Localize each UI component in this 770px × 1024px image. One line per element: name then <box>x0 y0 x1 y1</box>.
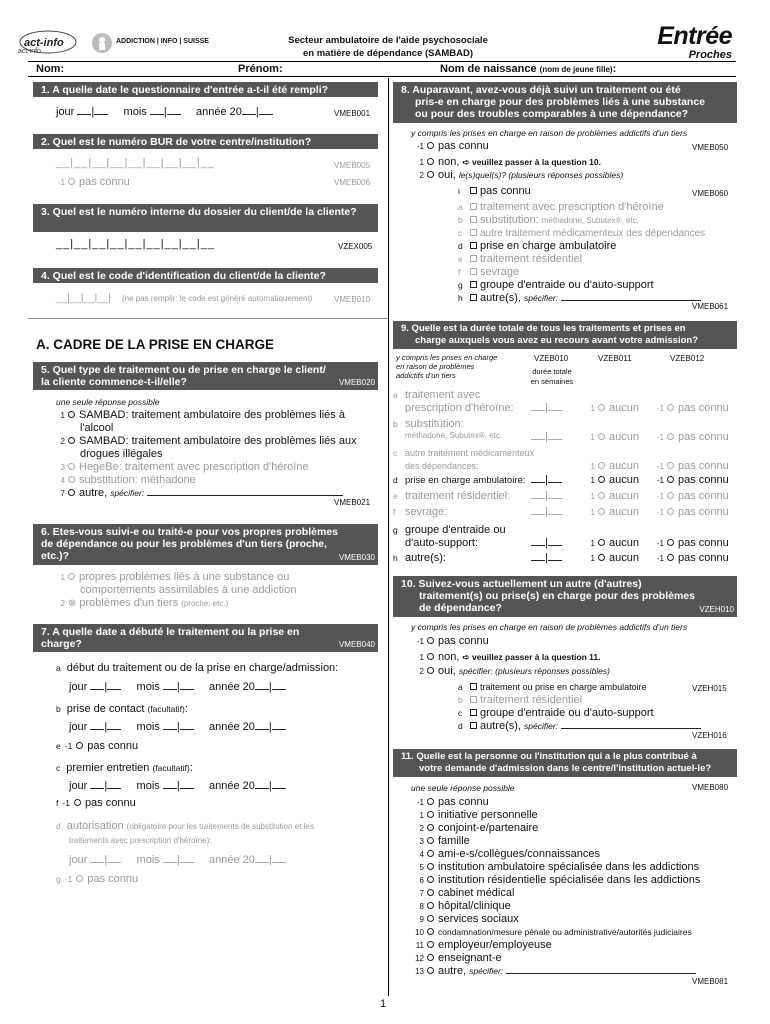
logo-org: ADDICTION | INFO | SUISSE <box>116 38 209 45</box>
name-bar <box>28 61 736 77</box>
q9-f-weeks[interactable]: | <box>531 506 562 519</box>
q9-row-b: b substitution: méthadone, Subutex®, etc. | 1 aucun -1 pas connu <box>393 418 729 443</box>
q9-row-g: g groupe d'entraide ou d'auto-support: | 1 aucun -1 pas connu <box>393 524 729 549</box>
q10-code3: VZEH016 <box>692 731 727 740</box>
q9-row-f: f sevrage: | 1 aucun -1 pas connu <box>393 506 729 518</box>
q5-option-1[interactable]: 1 SAMBAD: traitement ambulatoire des problèmes liés à <box>60 409 345 421</box>
q1-code: VMEB001 <box>334 109 371 118</box>
q10-hint: y compris les prises en charge en raison de problèmes addictifs d'un tiers <box>411 622 688 632</box>
q9-e-aucun[interactable]: 1 aucun <box>590 490 639 502</box>
q6-options <box>52 571 382 610</box>
q11-option[interactable]: 10 condamnation/mesure pénale ou administrative/autorités judiciaires <box>415 927 692 937</box>
q8-oui[interactable]: 2 oui, le(s)quel(s)? (plusieurs réponses possibles) <box>419 169 624 181</box>
q2-bur-field[interactable]: __|__|__|__|__|__|__|__|__ <box>56 157 215 169</box>
q8-item-h[interactable]: h autre(s), spécifier: <box>458 292 738 305</box>
prenom-label: Prénom: <box>238 63 283 75</box>
q9-e-weeks[interactable]: | <box>531 490 562 503</box>
q11-code2: VMEB081 <box>692 977 729 986</box>
q7-g[interactable]: g -1 pas connu <box>56 873 139 885</box>
q10-header: 10. Suivez-vous actuellement un autre (d'autres) traitement(s) ou prise(s) en charge pour des problèmes de dépendance? VZEH010 <box>393 576 737 617</box>
q11-code: VMEB080 <box>692 783 729 792</box>
q4-header: 4. Quel est le code d'identification du client/de la cliente? <box>33 268 378 283</box>
q1-date[interactable]: jour | mois | année 20 | <box>56 106 273 119</box>
q8-non[interactable]: 1 non, ➪ veuillez passer à la question 10. <box>419 156 601 168</box>
q9-f-pas-connu[interactable]: -1 pas connu <box>656 506 729 518</box>
q9-f-aucun[interactable]: 1 aucun <box>590 506 639 518</box>
q10-pas-connu[interactable]: -1 pas connu <box>416 635 489 647</box>
q2-code: VMEB005 <box>334 161 371 170</box>
logo-text: act-info <box>18 48 41 55</box>
q9-row-a: a traitement avec prescription d'héroïne: | 1 aucun -1 pas connu <box>393 389 729 414</box>
q7-header: 7. A quelle date a débuté le traitement ou la prise en charge? VMEB040 <box>33 624 378 652</box>
q9-a-weeks[interactable]: | <box>531 402 562 415</box>
q9-row-c: c autre traitement médicamenteux des dépendances: 1 aucun -1 pas connu <box>393 448 729 472</box>
q3-code: VZEX005 <box>338 242 373 251</box>
q8-code2: VMEB060 <box>692 189 729 198</box>
q7-f[interactable]: f -1 pas connu <box>56 797 136 809</box>
q9-d-aucun[interactable]: 1 aucun <box>590 474 639 486</box>
column-divider <box>388 78 389 996</box>
q3-header: 3. Quel est le numéro interne du dossier du client/de la cliente? <box>33 204 378 232</box>
q9-row-e: e traitement résidentiel: | 1 aucun -1 pas connu <box>393 490 729 502</box>
q9-row-h: h autre(s): | 1 aucun -1 pas connu <box>393 552 729 564</box>
q11-option[interactable]: 1 initiative personnelle <box>419 809 538 821</box>
q8-header: 8. Auparavant, avez-vous déjà suivi un traitement ou été pris-e en charge pour des problèmes liés à une substance ou pour des troubles comparables à une dépendance? <box>393 82 737 123</box>
q5-option-7[interactable]: 7 autre, spécifier: <box>52 487 382 500</box>
q4-field: __|__|__|__| (ne pas remplir: le code est généré automatiquement) <box>56 293 313 304</box>
q9-header: 9. Quelle est la durée totale de tous les traitements et prises en charge auxquels vous avez eu recours avant votre admission? <box>393 321 737 349</box>
q8-code3: VMEB061 <box>692 302 729 311</box>
q9-col1: VZEB010 <box>534 354 569 363</box>
q6-option-2[interactable]: 2 ⊗ problèmes d'un tiers (proche, etc.) <box>60 597 229 609</box>
q5-option-3[interactable]: 3 HegeBe: traitement avec prescription d'héroïne <box>60 461 309 473</box>
q7-e[interactable]: e -1 pas connu <box>56 740 139 752</box>
q11-hint: une seule réponse possible <box>411 783 515 793</box>
naissance-label: Nom de naissance (nom de jeune fille): <box>440 63 617 75</box>
form-title: Secteur ambulatoire de l'aide psychosociale en matière de dépendance (SAMBAD) <box>288 35 488 59</box>
section-a-title: A. CADRE DE LA PRISE EN CHARGE <box>36 337 275 352</box>
q9-c-aucun[interactable]: 1 aucun <box>590 460 639 472</box>
q5-code2: VMEB021 <box>334 498 371 507</box>
q11-option[interactable]: -1 pas connu <box>416 796 489 808</box>
q7-c-date[interactable]: jour | mois | année 20 | <box>69 780 286 793</box>
q9-a-pas-connu[interactable]: -1 pas connu <box>656 402 729 414</box>
q6-option-1[interactable]: 1 propres problèmes liés à une substance ou <box>60 571 290 583</box>
q10-item-c[interactable]: c groupe d'entraide ou d'auto-support <box>458 707 654 719</box>
q9-row-d: d prise en charge ambulatoire: | 1 aucun -1 pas connu <box>393 474 729 486</box>
q8-code: VMEB050 <box>692 143 729 152</box>
page-number: 1 <box>380 998 387 1010</box>
q9-d-weeks[interactable]: | <box>531 474 562 487</box>
svg-text:act-info: act-info <box>24 37 64 49</box>
q9-a-aucun[interactable]: 1 aucun <box>590 402 639 414</box>
q7-b-date[interactable]: jour | mois | année 20 | <box>69 721 286 734</box>
q5-option-2-cont: drogues illégales <box>80 448 163 460</box>
q7-d: d autorisation (obligatoire pour les traitements de substitution et les <box>56 820 314 832</box>
q5-options <box>52 409 382 500</box>
q10-non[interactable]: 1 non, ➪ veuillez passer à la question 11. <box>419 651 601 663</box>
q9-b-aucun[interactable]: 1 aucun <box>590 431 639 443</box>
q5-option-1-cont: l'alcool <box>80 422 114 434</box>
q11-option[interactable]: 9 services sociaux <box>419 913 519 925</box>
q9-g-pas-connu[interactable]: -1 pas connu <box>656 537 729 549</box>
q11-options <box>411 796 736 978</box>
q9-h-pas-connu[interactable]: -1 pas connu <box>656 552 729 564</box>
q11-option[interactable]: 4 ami-e-s/collègues/connaissances <box>419 848 601 860</box>
q6-option-1-cont: comportements assimilables à une addiction <box>80 584 297 596</box>
q7-b: b prise de contact (facultatif): <box>56 703 188 715</box>
q1-header: 1. A quelle date le questionnaire d'entrée a-t-il été rempli? <box>33 82 378 97</box>
q2-pas-connu[interactable]: -1 pas connu <box>57 176 130 188</box>
q5-option-4[interactable]: 4 substitution: méthadone <box>60 474 196 486</box>
q9-e-pas-connu[interactable]: -1 pas connu <box>656 490 729 502</box>
q8-hint: y compris les prises en charge en raison de problèmes addictifs d'un tiers <box>411 128 688 138</box>
q11-option[interactable]: 11 employeur/employeuse <box>415 939 552 951</box>
q10-oui[interactable]: 2 oui, spécifier: (plusieurs réponses possibles) <box>419 665 610 677</box>
q9-col3: VZEB012 <box>670 354 705 363</box>
q8-item-i[interactable]: i pas connu <box>458 185 531 197</box>
q2-header: 2. Quel est le numéro BUR de votre centre/institution? <box>33 134 378 149</box>
section-divider <box>28 318 388 319</box>
q9-c-pas-connu[interactable]: -1 pas connu <box>656 460 729 472</box>
q5-header: 5. Quel type de traitement ou de prise en charge le client/ la cliente commence-t-il/elle? VMEB020 <box>33 362 378 390</box>
q9-col2: VZEB011 <box>598 354 632 363</box>
q11-option[interactable]: 2 conjoint-e/partenaire <box>419 822 539 834</box>
q11-option[interactable]: 5 institution ambulatoire spécialisée dans les addictions <box>419 861 700 873</box>
q9-col1-sub: durée totale en semaines <box>530 367 574 386</box>
q8-item-a[interactable]: a traitement avec prescription d'héroïne <box>458 201 664 213</box>
q11-option[interactable]: 3 famille <box>419 835 470 847</box>
nom-label: Nom: <box>36 63 65 75</box>
q10-item-b[interactable]: b traitement résidentiel <box>458 694 583 706</box>
q6-header: 6. Etes-vous suivi-e ou traité-e pour vos propres problèmes de dépendance ou pour les problèmes d'un tiers (proche, etc.)? VMEB030 <box>33 524 378 565</box>
q8-items <box>458 185 738 305</box>
q9-g-weeks[interactable]: | <box>531 537 562 550</box>
q7-c: c premier entretien (facultatif): <box>56 762 193 774</box>
q11-option[interactable]: 6 institution résidentielle spécialisée dans les addictions <box>419 874 701 886</box>
q10-item-a[interactable]: a traitement ou prise en charge ambulatoire <box>458 682 647 692</box>
q8-item-e[interactable]: e traitement résidentiel <box>458 253 583 265</box>
q7-a: a début du traitement ou de la prise en charge/admission: <box>56 662 339 674</box>
q8-pas-connu[interactable]: -1 pas connu <box>416 140 489 152</box>
q5-option-2[interactable]: 2 SAMBAD: traitement ambulatoire des problèmes liés aux <box>60 435 357 447</box>
q9-g-aucun[interactable]: 1 aucun <box>590 537 639 549</box>
q10-item-d[interactable]: d autre(s), spécifier: <box>458 720 738 733</box>
q2-code2: VMEB006 <box>334 178 371 187</box>
q9-b-pas-connu[interactable]: -1 pas connu <box>656 431 729 443</box>
q10-code2: VZEH015 <box>692 684 727 693</box>
proches-subtitle: Proches <box>688 49 732 61</box>
q9-b-weeks[interactable]: | <box>531 431 562 444</box>
q5-hint: une seule réponse possible <box>56 397 160 407</box>
q9-h-aucun[interactable]: 1 aucun <box>590 552 639 564</box>
q11-option[interactable]: 8 hôpital/clinique <box>419 900 511 912</box>
q9-d-pas-connu[interactable]: -1 pas connu <box>656 474 729 486</box>
q8-item-d[interactable]: d prise en charge ambulatoire <box>458 240 617 252</box>
q8-item-c[interactable]: c autre traitement médicamenteux des dépendances <box>458 228 706 239</box>
q9-rows <box>393 389 738 568</box>
entree-title: Entrée <box>657 22 732 50</box>
q4-code: VMEB010 <box>334 295 371 304</box>
q8-item-f[interactable]: f sevrage <box>458 266 520 278</box>
q3-dossier-field[interactable]: __|__|__|__|__|__|__|__|__ <box>56 238 215 250</box>
q7-a-date[interactable]: jour | mois | année 20 | <box>69 681 286 694</box>
q7-d-date[interactable]: jour | mois | année 20 | <box>69 854 286 867</box>
q11-option[interactable]: 12 enseignant-e <box>415 952 502 964</box>
q11-option[interactable]: 13 autre, spécifier: <box>411 965 736 978</box>
q9-h-weeks[interactable]: | <box>531 552 562 565</box>
q8-item-b[interactable]: b substitution: méthadone, Subutex®, etc. <box>458 214 639 226</box>
q9-hint: y compris les prises en charge en raison de problèmes addictifs d'un tiers <box>396 353 498 380</box>
q11-header: 11. Quelle est la personne ou l'institution qui a le plus contribué à votre demande d'admission dans le centre/l'institution actuel-le? <box>393 749 737 777</box>
q7-d-sub: traitements avec prescription d'héroïne): <box>69 836 212 845</box>
q11-option[interactable]: 7 cabinet médical <box>419 887 515 899</box>
q8-item-g[interactable]: g groupe d'entraide ou d'auto-support <box>458 279 654 291</box>
